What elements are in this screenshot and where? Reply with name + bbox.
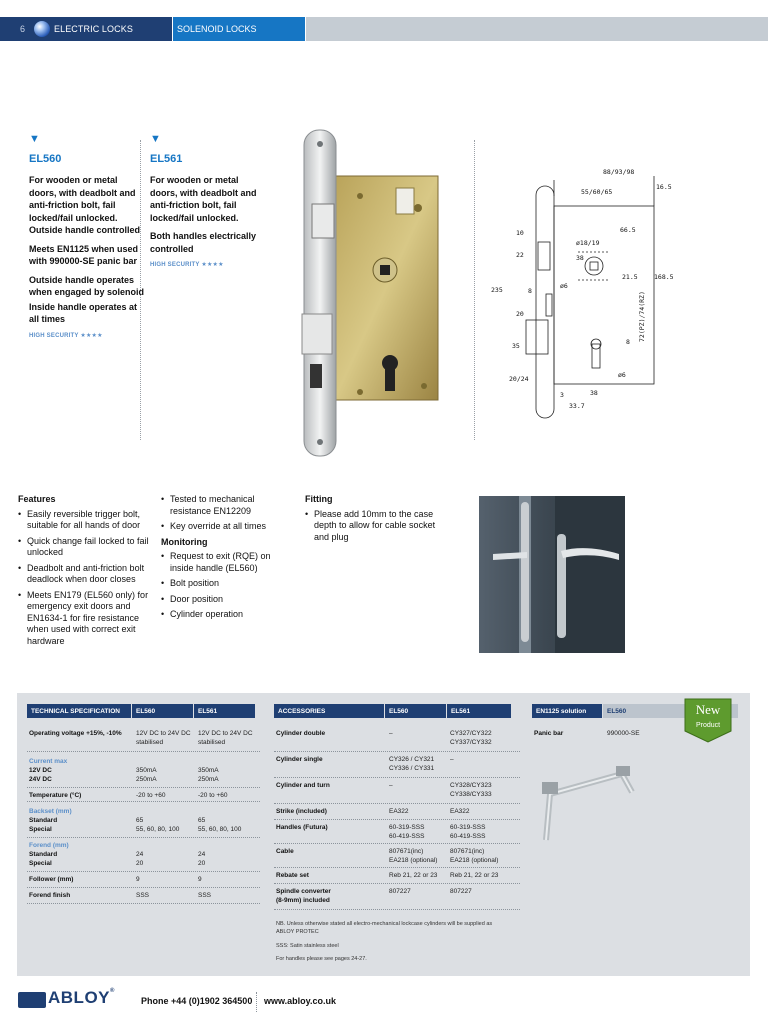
dim-label: 20 [516, 310, 524, 318]
product-el561 [150, 134, 268, 268]
badge-line-1: New [695, 702, 721, 717]
row-value: 990000-SE [607, 730, 640, 737]
table-note: For handles please see pages 24-27. [276, 956, 367, 962]
subsection-title: SOLENOID LOCKS [177, 24, 257, 34]
row-value: 20 [198, 860, 206, 867]
product-standard: Meets EN1125 when used with 990000-SE panic bar [29, 243, 139, 266]
table-header: EL560 [385, 704, 446, 718]
row-value: 24 [198, 851, 206, 858]
accessories-table [274, 704, 520, 974]
row-group-label: Forend (mm) [29, 842, 69, 849]
page-header [0, 17, 768, 41]
feature-item: • Easily reversible trigger bolt, suitable for all hands of door [18, 509, 153, 532]
tech-spec-table [27, 704, 260, 914]
row-value: – [389, 730, 393, 737]
row-group-label: Current max [29, 758, 68, 765]
row-label: 24V DC [29, 776, 52, 783]
row-label: Follower (mm) [29, 876, 74, 883]
dim-label: 33.7 [569, 402, 585, 410]
row-value: 55, 60, 80, 100 [136, 826, 180, 833]
row-label: (8-9mm) included [276, 897, 330, 904]
row-value: 60-419-SSS [450, 833, 486, 840]
feature-item: • Key override at all times [161, 521, 296, 533]
dim-label: 38 [576, 254, 584, 262]
row-value: 12V DC to 24V DC stabilised [198, 730, 253, 746]
abloy-logo-icon [18, 992, 46, 1008]
subsection-tab [172, 17, 305, 41]
table-note: NB. Unless otherwise stated all electro-mechanical lockcase cylinders will be supplied as ABLOY PROTEC [276, 921, 493, 935]
row-value: – [450, 756, 454, 763]
feature-item: • Meets EN179 (EL560 only) for emergency exit doors and EN1634-1 for fire resistance when used with correct exit hardware [18, 590, 153, 648]
dim-label: ø6 [618, 371, 626, 379]
column-divider [140, 140, 141, 440]
row-value: EA218 (optional) [450, 857, 499, 864]
down-arrow-icon: ▼ [150, 133, 161, 145]
monitoring-item: • Request to exit (RQE) on inside handle (EL560) [161, 551, 296, 574]
row-label: Standard [29, 851, 58, 858]
fitting-item: • Please add 10mm to the case depth to allow for cable socket and plug [305, 509, 445, 544]
row-value: 60-319-SSS [450, 824, 486, 831]
row-value: CY326 / CY321 [389, 756, 435, 763]
row-value: -20 to +60 [136, 792, 166, 799]
row-value: 807671(inc) [450, 848, 485, 855]
row-value: 9 [198, 876, 202, 883]
table-row [27, 754, 260, 788]
row-value: SSS [198, 892, 212, 899]
row-value: 807671(inc) [389, 848, 424, 855]
row-value: CY328/CY323 [450, 782, 492, 789]
row-value: CY337/CY332 [450, 739, 492, 746]
table-note: SSS: Satin stainless steel [276, 943, 339, 949]
new-product-badge [683, 697, 733, 743]
table-row [274, 820, 520, 844]
product-el560 [29, 134, 147, 339]
row-label: Spindle converter [276, 888, 331, 895]
table-header: EL560 [132, 704, 193, 718]
brand-logo [48, 988, 115, 1008]
row-label: Strike (included) [276, 808, 327, 815]
row-value: 807227 [389, 888, 411, 895]
dim-label: 88/93/98 [603, 168, 635, 176]
dim-label: 16.5 [656, 183, 672, 191]
row-label: Standard [29, 817, 58, 824]
row-label: Special [29, 826, 52, 833]
monitoring-item: • Cylinder operation [161, 609, 296, 621]
row-value: 12V DC to 24V DC stabilised [136, 730, 191, 746]
table-row [274, 844, 520, 868]
row-label: Handles (Futura) [276, 824, 328, 831]
row-label: 12V DC [29, 767, 52, 774]
row-value: EA322 [450, 808, 470, 815]
table-row [532, 726, 692, 742]
table-row [27, 788, 260, 802]
door-handle-photo [479, 496, 625, 653]
dim-label: 55/60/65 [581, 188, 613, 196]
dimension-diagram [480, 162, 680, 422]
row-value: 250mA [136, 776, 157, 783]
table-row [27, 726, 260, 752]
table-row [27, 804, 260, 838]
row-value: -20 to +60 [198, 792, 228, 799]
row-value: Reb 21, 22 or 23 [450, 872, 499, 879]
row-value: 20 [136, 860, 144, 867]
row-value: 250mA [198, 776, 219, 783]
row-label: Forend finish [29, 892, 71, 899]
table-header: EL561 [194, 704, 255, 718]
table-row [274, 868, 520, 884]
row-value: 60-319-SSS [389, 824, 425, 831]
table-header: ACCESSORIES [274, 704, 384, 718]
diagram-labels [491, 168, 674, 410]
row-value: 24 [136, 851, 144, 858]
row-value: Reb 21, 22 or 23 [389, 872, 438, 879]
dim-label: 8 [528, 287, 532, 295]
dim-label: 235 [491, 286, 503, 294]
row-value: 807227 [450, 888, 472, 895]
section-tab [0, 17, 172, 41]
fitting-heading: Fitting [305, 494, 333, 504]
product-description: For wooden or metal doors, with deadbolt and anti-friction bolt, fail locked/fail unlocked. [150, 175, 257, 223]
dim-label: 10 [516, 229, 524, 237]
dim-label: 8 [626, 338, 630, 346]
table-row [27, 872, 260, 888]
table-row [274, 726, 520, 752]
footer-website[interactable]: www.abloy.co.uk [264, 996, 337, 1006]
header-filler [305, 17, 768, 41]
dim-label: 22 [516, 251, 524, 259]
product-note: Both handles electrically controlled [150, 231, 257, 254]
down-arrow-icon: ▼ [29, 133, 40, 145]
table-header: EL561 [447, 704, 511, 718]
row-label: Cylinder and turn [276, 782, 330, 789]
dim-label: 21.5 [622, 273, 638, 281]
table-row [274, 884, 520, 910]
dim-label: ø6 [560, 282, 568, 290]
row-value: EA322 [389, 808, 409, 815]
row-label: Panic bar [534, 730, 564, 737]
row-value: 350mA [136, 767, 157, 774]
table-header: EN1125 solution [532, 704, 602, 718]
table-header: TECHNICAL SPECIFICATION [27, 704, 131, 718]
features-section [18, 494, 153, 651]
row-label: Special [29, 860, 52, 867]
row-label: Rebate set [276, 872, 309, 879]
table-row [274, 778, 520, 804]
globe-icon [34, 21, 50, 37]
features-heading: Features [18, 494, 56, 504]
product-name: EL560 [29, 153, 62, 165]
row-value: CY327/CY322 [450, 730, 492, 737]
table-row [274, 804, 520, 820]
product-description: For wooden or metal doors, with deadbolt and anti-friction bolt, fail locked/fail unlocked. Outside handle controlled [29, 175, 141, 235]
column-divider [474, 140, 475, 440]
features-section-2 [161, 494, 296, 625]
row-value: – [389, 782, 393, 789]
panic-bar-image [540, 752, 640, 844]
row-value: CY336 / CY331 [389, 765, 435, 772]
footer-phone: Phone +44 (0)1902 364500 [141, 996, 253, 1006]
feature-item: • Quick change fail locked to fail unlocked [18, 536, 153, 559]
row-value: 55, 60, 80, 100 [198, 826, 242, 833]
dim-label: 72(PZ)/74(RZ) [638, 291, 646, 342]
product-note: Outside handle operates when engaged by solenoid [29, 274, 145, 297]
row-label: Temperature (°C) [29, 792, 82, 799]
monitoring-item: • Door position [161, 594, 296, 606]
dim-label: 38 [590, 389, 598, 397]
feature-item: • Deadbolt and anti-friction bolt deadlock when door closes [18, 563, 153, 586]
row-label: Operating voltage +15%, -10% [29, 730, 122, 737]
dim-label: 168.5 [654, 273, 674, 281]
fitting-section [305, 494, 445, 547]
security-rating: HIGH SECURITY ★★★★ [29, 332, 103, 339]
row-label: Cylinder single [276, 756, 323, 763]
row-value: 65 [198, 817, 206, 824]
row-value: 9 [136, 876, 140, 883]
table-row [274, 752, 520, 778]
brand-name: ABLOY [48, 988, 110, 1007]
table-row [27, 888, 260, 904]
product-name: EL561 [150, 153, 183, 165]
dim-label: 3 [560, 391, 564, 399]
product-note: Inside handle operates at all times [29, 301, 138, 324]
feature-item: • Tested to mechanical resistance EN12209 [161, 494, 296, 517]
table-header: EL560 [603, 704, 738, 718]
monitoring-heading: Monitoring [161, 536, 208, 547]
row-label: Cable [276, 848, 294, 855]
row-value: 350mA [198, 767, 219, 774]
dim-label: ø18/19 [576, 239, 600, 247]
page-number: 6 [20, 24, 26, 34]
row-value: 65 [136, 817, 144, 824]
row-value: 60-419-SSS [389, 833, 425, 840]
row-value: CY338/CY333 [450, 791, 492, 798]
badge-line-2: Product [695, 722, 721, 729]
dim-label: 20/24 [509, 375, 529, 383]
lock-case-image [300, 128, 440, 458]
row-label: Cylinder double [276, 730, 326, 737]
section-title: ELECTRIC LOCKS [54, 24, 133, 34]
table-row [27, 838, 260, 872]
row-value: EA218 (optional) [389, 857, 438, 864]
trademark: ® [110, 988, 115, 994]
row-value: SSS [136, 892, 150, 899]
row-group-label: Backset (mm) [29, 808, 72, 815]
dim-label: 35 [512, 342, 520, 350]
security-rating: HIGH SECURITY ★★★★ [150, 262, 224, 268]
dim-label: 66.5 [620, 226, 636, 234]
footer-divider [256, 992, 257, 1012]
monitoring-item: • Bolt position [161, 578, 296, 590]
